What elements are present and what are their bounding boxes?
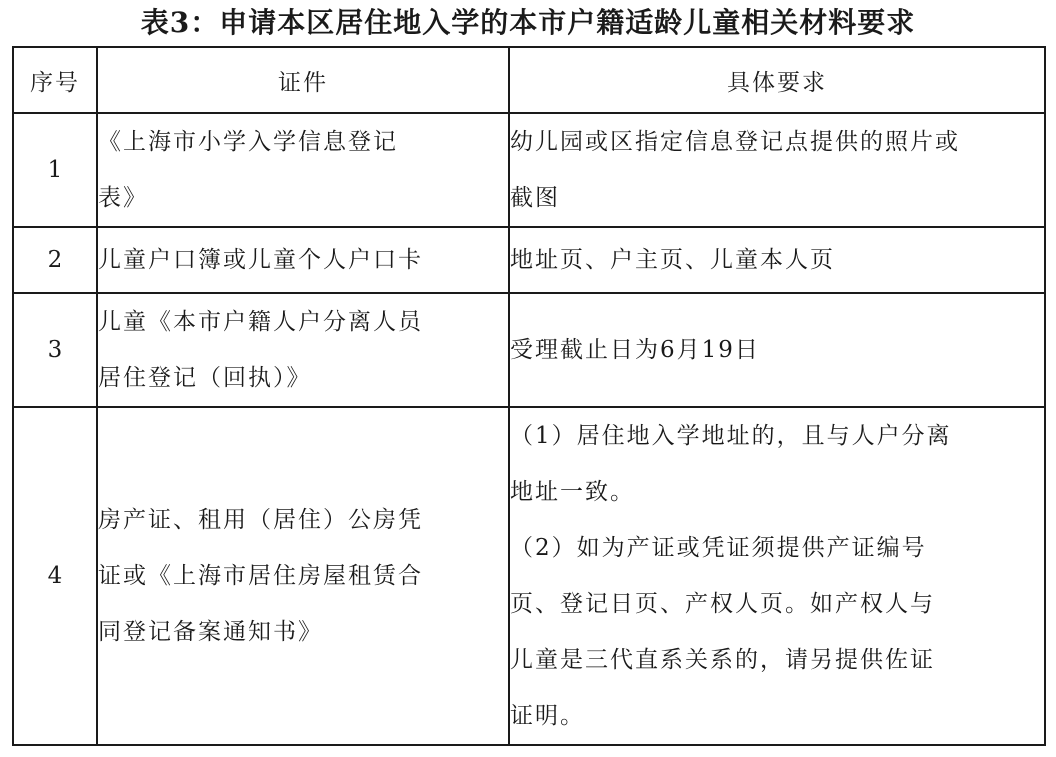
row-number: 2 xyxy=(13,227,97,293)
row-number: 4 xyxy=(13,407,97,745)
document-line: 儿童《本市户籍人户分离人员 xyxy=(98,309,423,335)
requirement-line: 证明。 xyxy=(510,703,585,729)
row-number: 1 xyxy=(13,113,97,227)
header-requirement: 具体要求 xyxy=(509,47,1045,113)
requirement-line: 截图 xyxy=(510,185,560,211)
table-title: 表3：申请本区居住地入学的本市户籍适龄儿童相关材料要求 xyxy=(140,6,916,39)
document-line: 居住登记（回执）》 xyxy=(98,365,312,391)
header-no: 序号 xyxy=(13,47,97,113)
header-document: 证件 xyxy=(97,47,509,113)
requirement-line: 地址一致。 xyxy=(510,479,635,505)
requirement-line: （2）如为产证或凭证须提供产证编号 xyxy=(510,535,927,561)
requirement-cell xyxy=(509,293,1045,407)
row-number: 3 xyxy=(13,293,97,407)
table-row xyxy=(13,407,1045,745)
document-cell xyxy=(97,407,509,745)
requirement-line: 幼儿园或区指定信息登记点提供的照片或 xyxy=(510,129,960,155)
requirement-cell xyxy=(509,407,1045,745)
document-line: 表》 xyxy=(98,185,148,211)
requirement-line: 地址页、户主页、儿童本人页 xyxy=(510,247,835,273)
table-row xyxy=(13,113,1045,227)
requirement-line: 受理截止日为6月19日 xyxy=(510,337,760,363)
document-line: 证或《上海市居住房屋租赁合 xyxy=(98,563,423,589)
document-line: 《上海市小学入学信息登记 xyxy=(98,129,398,155)
document-line: 同登记备案通知书》 xyxy=(98,619,323,645)
document-cell xyxy=(97,227,509,293)
requirement-cell xyxy=(509,113,1045,227)
table-header-row xyxy=(13,47,1045,113)
requirement-line: 页、登记日页、产权人页。如产权人与 xyxy=(510,591,935,617)
requirement-cell xyxy=(509,227,1045,293)
requirement-line: （1）居住地入学地址的，且与人户分离 xyxy=(510,423,952,449)
document-line: 房产证、租用（居住）公房凭 xyxy=(98,507,423,533)
requirement-line: 儿童是三代直系关系的，请另提供佐证 xyxy=(510,647,935,673)
table-row xyxy=(13,227,1045,293)
table-row xyxy=(13,293,1045,407)
document-cell xyxy=(97,113,509,227)
document-line: 儿童户口簿或儿童个人户口卡 xyxy=(98,247,423,273)
requirements-table xyxy=(12,46,1046,746)
document-cell xyxy=(97,293,509,407)
